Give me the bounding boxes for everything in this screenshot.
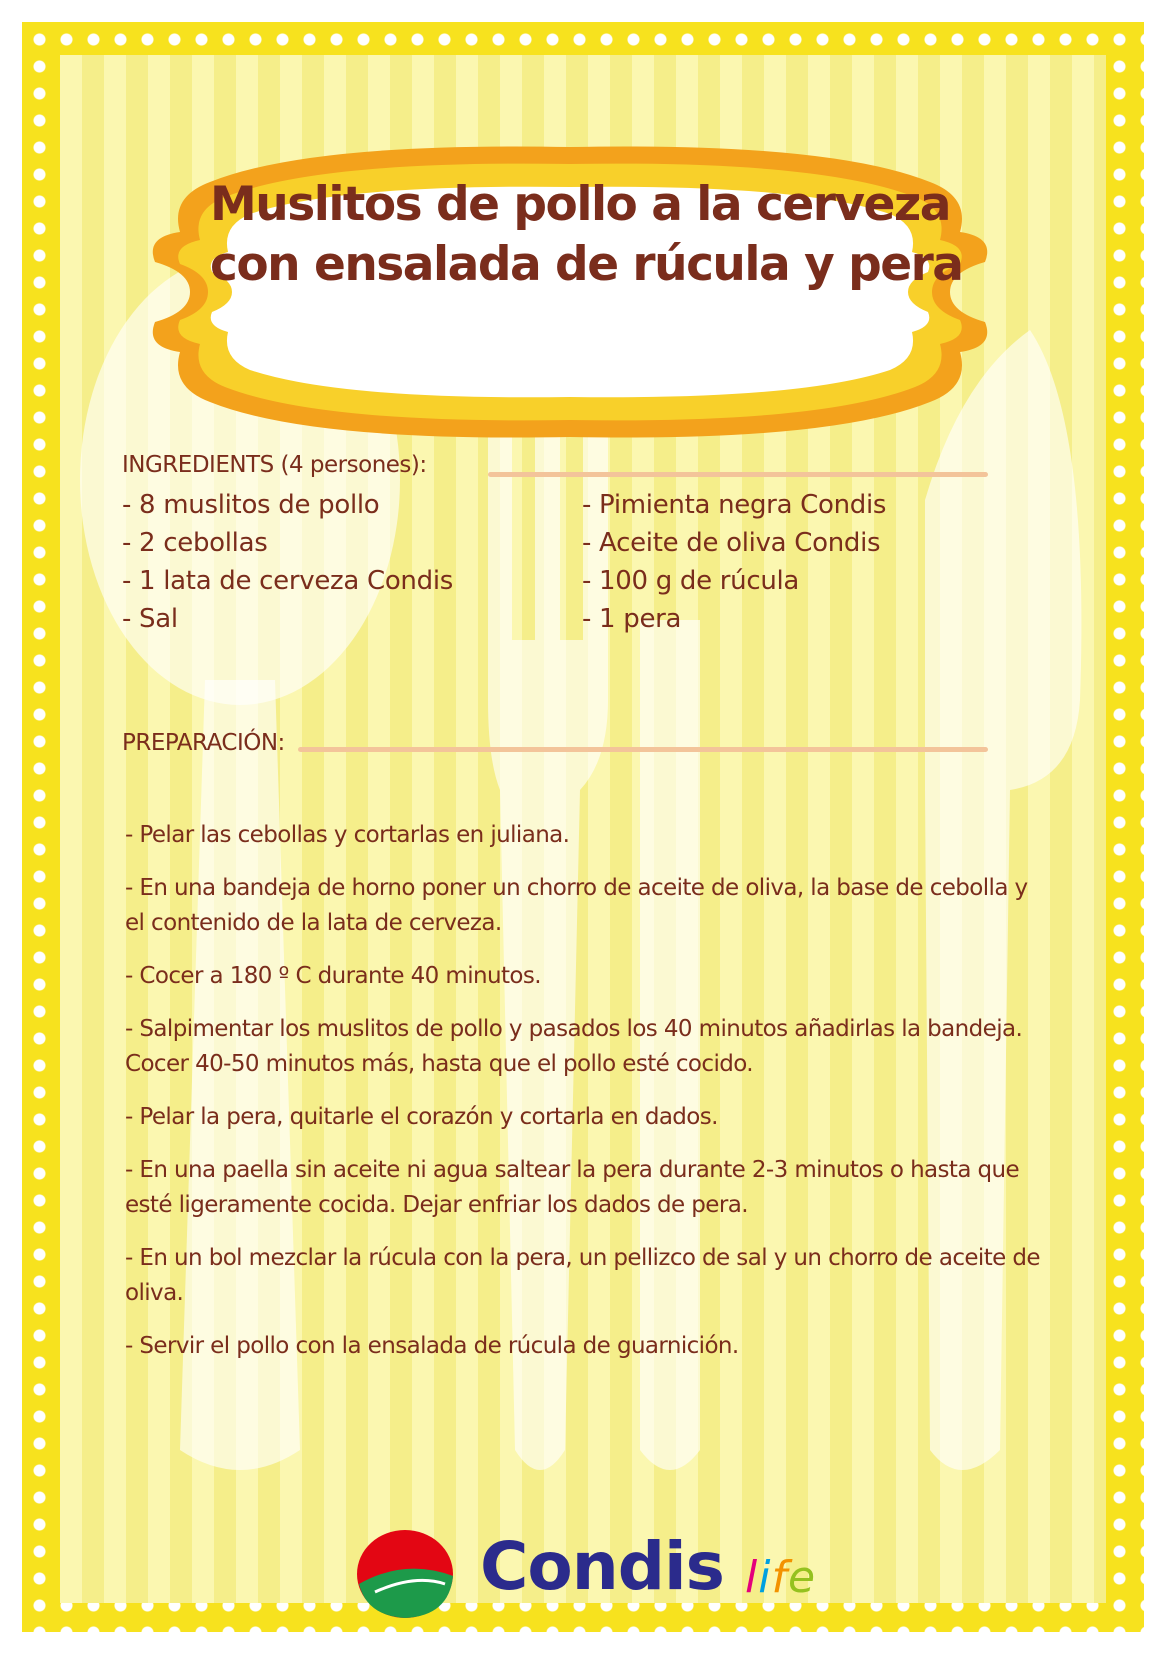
ingredient-item: - Pimienta negra Condis: [582, 490, 887, 520]
logo-life-letter: l: [745, 1552, 759, 1603]
ingredient-item: - Aceite de oliva Condis: [582, 528, 881, 558]
preparation-step: - Pelar la pera, quitarle el corazón y cortarla en dados.: [125, 1104, 718, 1130]
ingredient-item: - 1 pera: [582, 604, 682, 634]
ingredient-item: - Sal: [122, 604, 178, 634]
ingredients-rule: [488, 472, 988, 477]
recipe-title-line-1: Muslitos de pollo a la cerveza: [210, 177, 950, 232]
condis-leaf-icon: [357, 1530, 453, 1618]
preparation-heading: PREPARACIÓN:: [122, 730, 285, 756]
preparation-step: - Salpimentar los muslitos de pollo y pasados los 40 minutos añadirlas la bandeja. Cocer 40-50 minutos más, hasta que el pollo esté cocido.: [125, 1016, 1023, 1077]
preparation-step: - En una bandeja de horno poner un chorro de aceite de oliva, la base de cebolla y el contenido de la lata de cerveza.: [125, 875, 1028, 936]
logo-life-letter: i: [758, 1552, 772, 1603]
recipe-title-line-2: con ensalada de rúcula y pera: [210, 237, 963, 292]
ingredient-item: - 2 cebollas: [122, 528, 268, 558]
logo-brand-text: Condis: [480, 1528, 724, 1605]
ingredient-item: - 100 g de rúcula: [582, 566, 800, 596]
ingredient-item: - 8 muslitos de pollo: [122, 490, 380, 520]
preparation-steps: [125, 818, 1045, 1382]
logo-life-text: [745, 1552, 816, 1603]
recipe-title: [210, 175, 963, 295]
ingredients-heading: INGREDIENTS (4 persones):: [122, 452, 427, 478]
ingredient-item: - 1 lata de cerveza Condis: [122, 566, 453, 596]
preparation-step: - En una paella sin aceite ni agua saltear la pera durante 2-3 minutos o hasta que esté ligeramente cocida. Dejar enfriar los dados de pera.: [125, 1157, 1020, 1218]
preparation-rule: [298, 747, 988, 752]
preparation-step: - Servir el pollo con la ensalada de rúcula de guarnición.: [125, 1333, 739, 1359]
ingredients-right-list: [582, 486, 886, 638]
preparation-step: - En un bol mezclar la rúcula con la pera, un pellizco de sal y un chorro de aceite de oliva.: [125, 1245, 1040, 1306]
preparation-step: - Cocer a 180 º C durante 40 minutos.: [125, 963, 541, 989]
ingredients-left-list: [122, 486, 453, 638]
logo-life-letter: e: [787, 1552, 817, 1603]
logo-life-letter: f: [771, 1552, 788, 1603]
preparation-step: - Pelar las cebollas y cortarlas en juliana.: [125, 822, 570, 848]
